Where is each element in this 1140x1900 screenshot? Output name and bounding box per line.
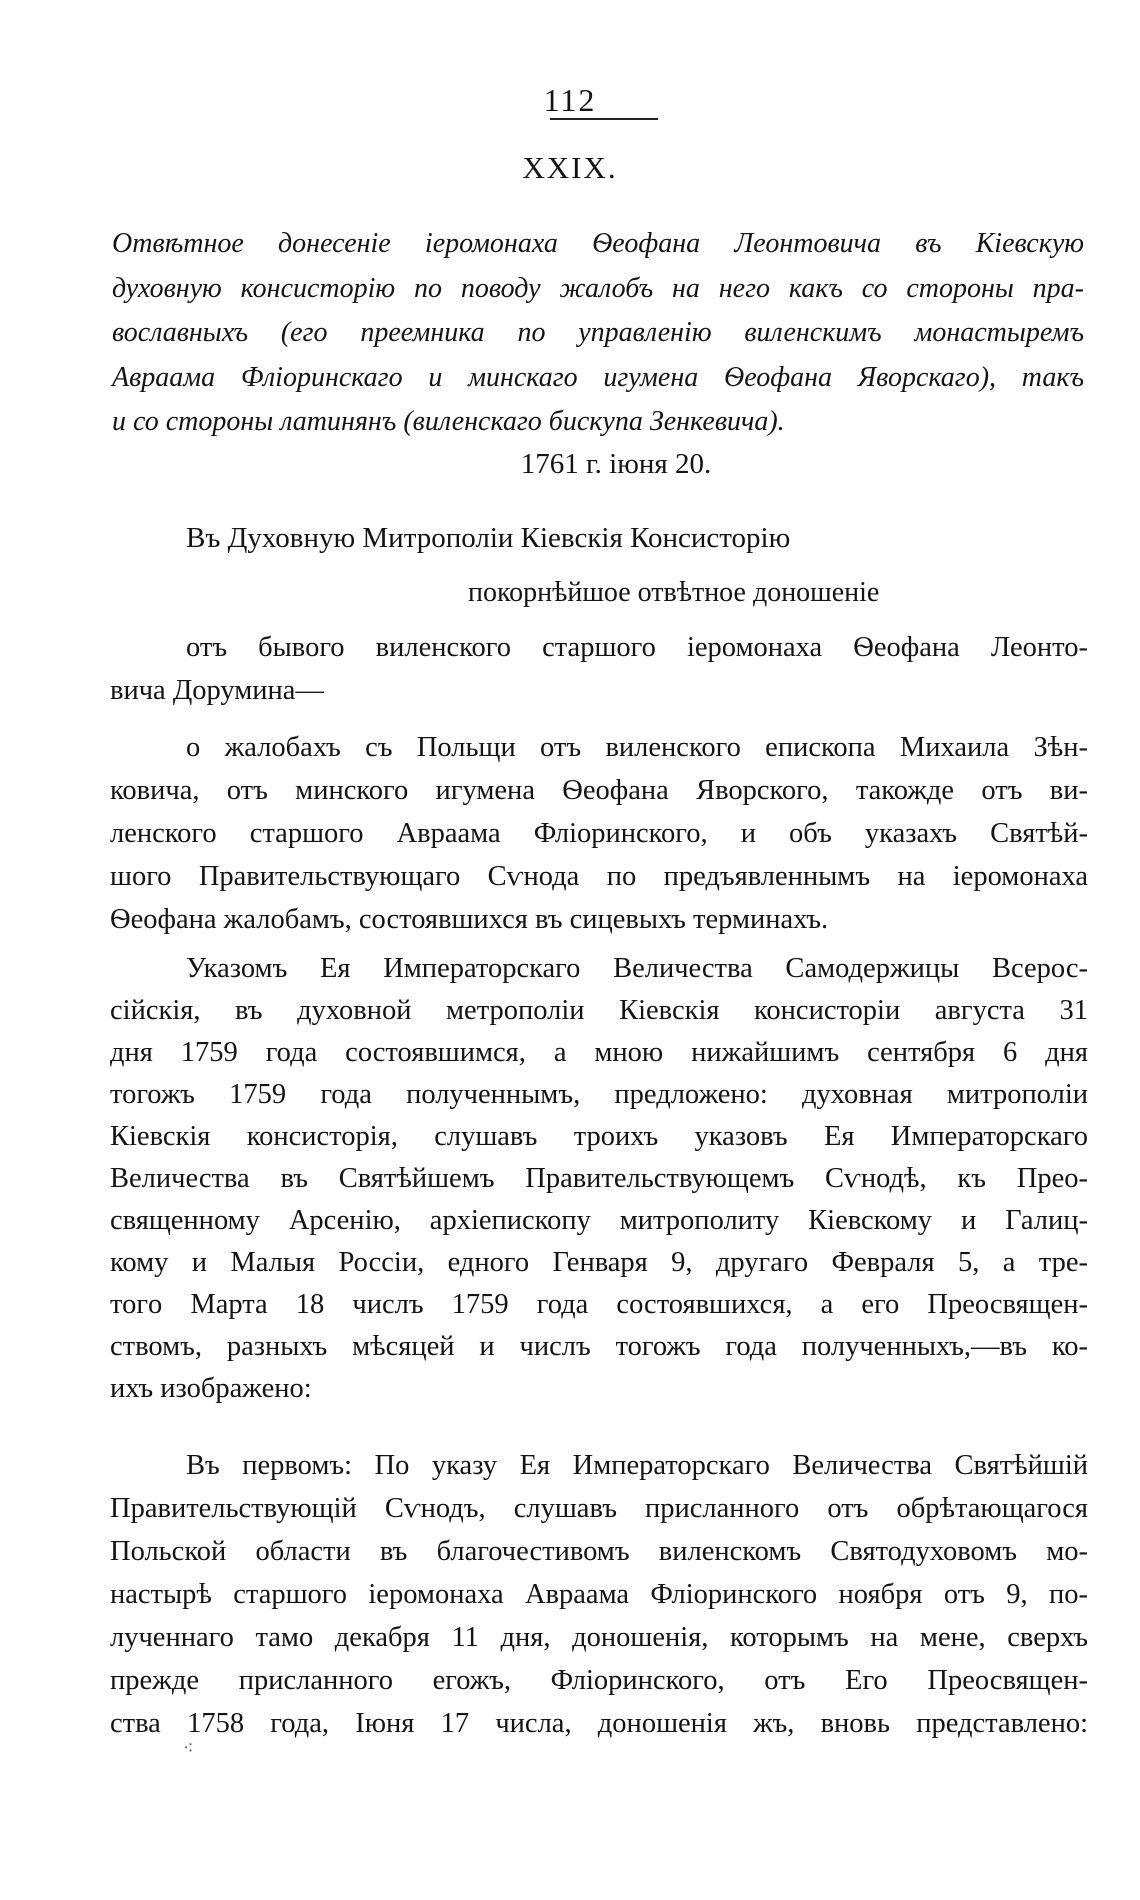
paragraph-first-decree [110, 1444, 1088, 1745]
text-line: Польской области въ благочестивомъ виленскомъ Святодуховомъ мо- [110, 1536, 1088, 1567]
text-line: тогожъ 1759 года полученнымъ, предложено: духовная митрополіи [110, 1079, 1088, 1110]
text-line: Ѳеофана жалобамъ, состоявшихся въ сицевыхъ терминахъ. [110, 904, 829, 935]
paragraph-about-complaints [110, 726, 1088, 941]
paragraph-decree [110, 948, 1088, 1410]
text-line: дня 1759 года состоявшимся, а мною нижайшимъ сентября 6 дня [110, 1037, 1088, 1068]
text-line: кому и Малыя Россіи, едного Генваря 9, другаго Февраля 5, а тре- [110, 1247, 1088, 1278]
section-number: XXIX. [522, 150, 618, 185]
text-line: тогo Марта 18 числъ 1759 года состоявшихся, а его Преосвящен- [110, 1289, 1088, 1320]
text-line: ства 1758 года, Іюня 17 числа, доношенія жъ, вновь представлено: [110, 1708, 1088, 1739]
text-line: лученнаго тамо декабря 11 дня, доношенія, которымъ на мене, сверхъ [110, 1622, 1088, 1653]
text-line: Правительствующій Сѵнодъ, слушавъ присланного отъ обрѣтающагося [110, 1493, 1088, 1524]
text-line: настырѣ старшого іеромонаха Авраама Фліоринского ноября отъ 9, по- [110, 1579, 1088, 1610]
text-line: отъ бывого виленского старшого іеромонаха Ѳеофана Леонто- [186, 632, 1088, 663]
stray-ink-mark: ⁖ [183, 1738, 194, 1758]
text-line: Величества въ Святѣйшемъ Правительствующемъ Сѵнодѣ, къ Прео- [110, 1163, 1088, 1194]
title-line: Авраама Фліоринскаго и минскаго игумена Ѳеофана Яворскаго), такъ [112, 361, 1084, 393]
report-subtitle: покорнѣйшое отвѣтное доношеніе [468, 577, 880, 608]
text-line: ковича, отъ минского игумена Ѳеофана Яворского, такожде отъ ви- [110, 775, 1088, 806]
text-line: священному Арсенію, архіепископу митрополиту Кіевскому и Галиц- [110, 1205, 1088, 1236]
document-date: 1761 г. іюня 20. [520, 448, 712, 480]
title-line: вославныхъ (его преемника по управленію виленскимъ монастыремъ [112, 317, 1084, 348]
text-line: Указомъ Ея Императорскаго Величества Самодержицы Всерос- [186, 953, 1088, 984]
text-line: вича Дорумина— [110, 675, 324, 706]
address-line: Въ Духовную Митрополіи Кіевскія Консисторію [186, 522, 791, 554]
page-number-rule [550, 118, 658, 120]
text-line: прежде присланного егожъ, Фліоринского, отъ Его Преосвящен- [110, 1665, 1088, 1696]
title-line: и со стороны латинянъ (виленскаго бискупа Зенкевича). [112, 406, 785, 437]
text-line: сійскія, въ духовной метрополіи Кіевскія консисторіи августа 31 [110, 995, 1088, 1026]
text-line: шого Правительствующаго Сѵнода по предъявленнымъ на іеромонаха [110, 861, 1088, 892]
title-line: духовную консисторію по поводу жалобъ на него какъ со стороны пра- [112, 272, 1084, 304]
document-title [112, 222, 1084, 445]
text-line: ствомъ, разныхъ мѣсяцей и числъ тогожъ года полученныхъ,—въ ко- [110, 1331, 1088, 1362]
page-number: 112 [543, 82, 597, 118]
text-line: ихъ изображено: [110, 1373, 312, 1404]
text-line: Въ первомъ: По указу Ея Императорскаго Величества Святѣйшій [186, 1450, 1088, 1481]
paragraph-from [110, 626, 1088, 712]
text-line: о жалобахъ съ Польщи отъ виленского епископа Михаила Зѣн- [186, 732, 1088, 763]
title-line: Отвѣтное донесеніе іеромонаха Ѳеофана Леонтовича въ Кіевскую [112, 228, 1084, 259]
text-line: Кіевскія консисторія, слушавъ троихъ указовъ Ея Императорскаго [110, 1121, 1088, 1152]
text-line: ленского старшого Авраама Фліоринского, и объ указахъ Святѣй- [110, 818, 1088, 849]
